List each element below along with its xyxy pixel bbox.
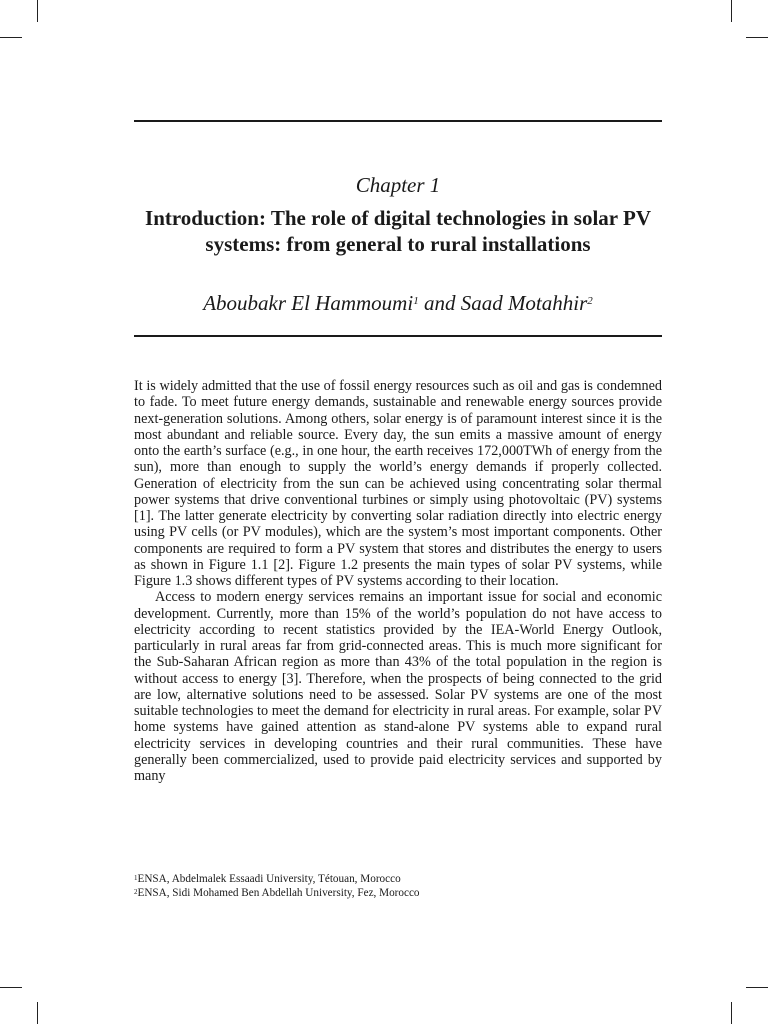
footnotes: [134, 872, 662, 900]
footnote-mark: 2: [134, 888, 138, 896]
top-rule: [134, 120, 662, 122]
chapter-title: Introduction: The role of digital technologies in solar PV systems: from general to rural installations: [145, 206, 651, 256]
author-connector: and: [423, 291, 456, 315]
crop-mark-top-right-h: [746, 37, 768, 38]
crop-mark-top-left-h: [0, 37, 22, 38]
body-text: [134, 378, 662, 784]
author-name: Aboubakr El Hammoumi: [203, 291, 414, 315]
footnote: [134, 886, 662, 900]
crop-mark-top-left: [37, 0, 38, 22]
crop-mark-bottom-right: [731, 1002, 732, 1024]
author-line: [134, 290, 662, 316]
body-paragraph: It is widely admitted that the use of fossil energy resources such as oil and gas is condemned to fade. To meet future energy demands, sustainable and renewable energy sources provide next-generation solutions. Among others, solar energy is of paramount interest since it is the most abundant and reliable source. Every day, the sun emits a massive amount of energy onto the earth’s surface (e.g., in one hour, the earth receives 172,000TWh of energy from the sun), more than enough to supply the world’s energy demands if properly collected. Generation of electricity from the sun can be achieved using concentrating solar thermal power systems that drive conventional turbines or simply using photovoltaic (PV) systems [1]. The latter generate electricity by converting solar radiation directly into electric energy using PV cells (or PV modules), which are the system’s most important components. Other components are required to form a PV system that stores and distributes the energy to users as shown in Figure 1.1 [2]. Figure 1.2 presents the main types of solar PV systems, while Figure 1.3 shows different types of PV systems according to their location.: [134, 378, 662, 589]
footnote-text: ENSA, Abdelmalek Essaadi University, Tétouan, Morocco: [137, 873, 401, 885]
footnote-mark: 1: [134, 874, 138, 882]
author-affiliation-mark: 1: [413, 295, 419, 307]
crop-mark-bottom-left: [37, 1002, 38, 1024]
crop-mark-bottom-right-h: [746, 987, 768, 988]
crop-mark-bottom-left-h: [0, 987, 22, 988]
body-paragraph: Access to modern energy services remains an important issue for social and economic development. Currently, more than 15% of the world’s population do not have access to electricity according to recent statistics provided by the IEA-World Energy Outlook, particularly in rural areas far from grid-connected areas. This is much more significant for the Sub-Saharan African region as more than 43% of the total population in the region is without access to energy [3]. Therefore, when the prospects of being connected to the grid are low, alternative solutions need to be assessed. Solar PV systems are one of the most suitable technologies to meet the demand for electricity in rural areas. For example, solar PV home systems have gained attention as stand-alone PV systems able to expand rural electricity services in developing countries and their rural communities. These have generally been commercialized, used to provide paid electricity services and supported by many: [134, 589, 662, 784]
bottom-rule: [134, 335, 662, 337]
crop-mark-top-right: [731, 0, 732, 22]
footnote-text: ENSA, Sidi Mohamed Ben Abdellah University, Fez, Morocco: [137, 887, 420, 899]
author-affiliation-mark: 2: [587, 295, 593, 307]
author-name: Saad Motahhir: [460, 291, 588, 315]
chapter-label: Chapter 1: [355, 173, 441, 197]
footnote: [134, 872, 662, 886]
